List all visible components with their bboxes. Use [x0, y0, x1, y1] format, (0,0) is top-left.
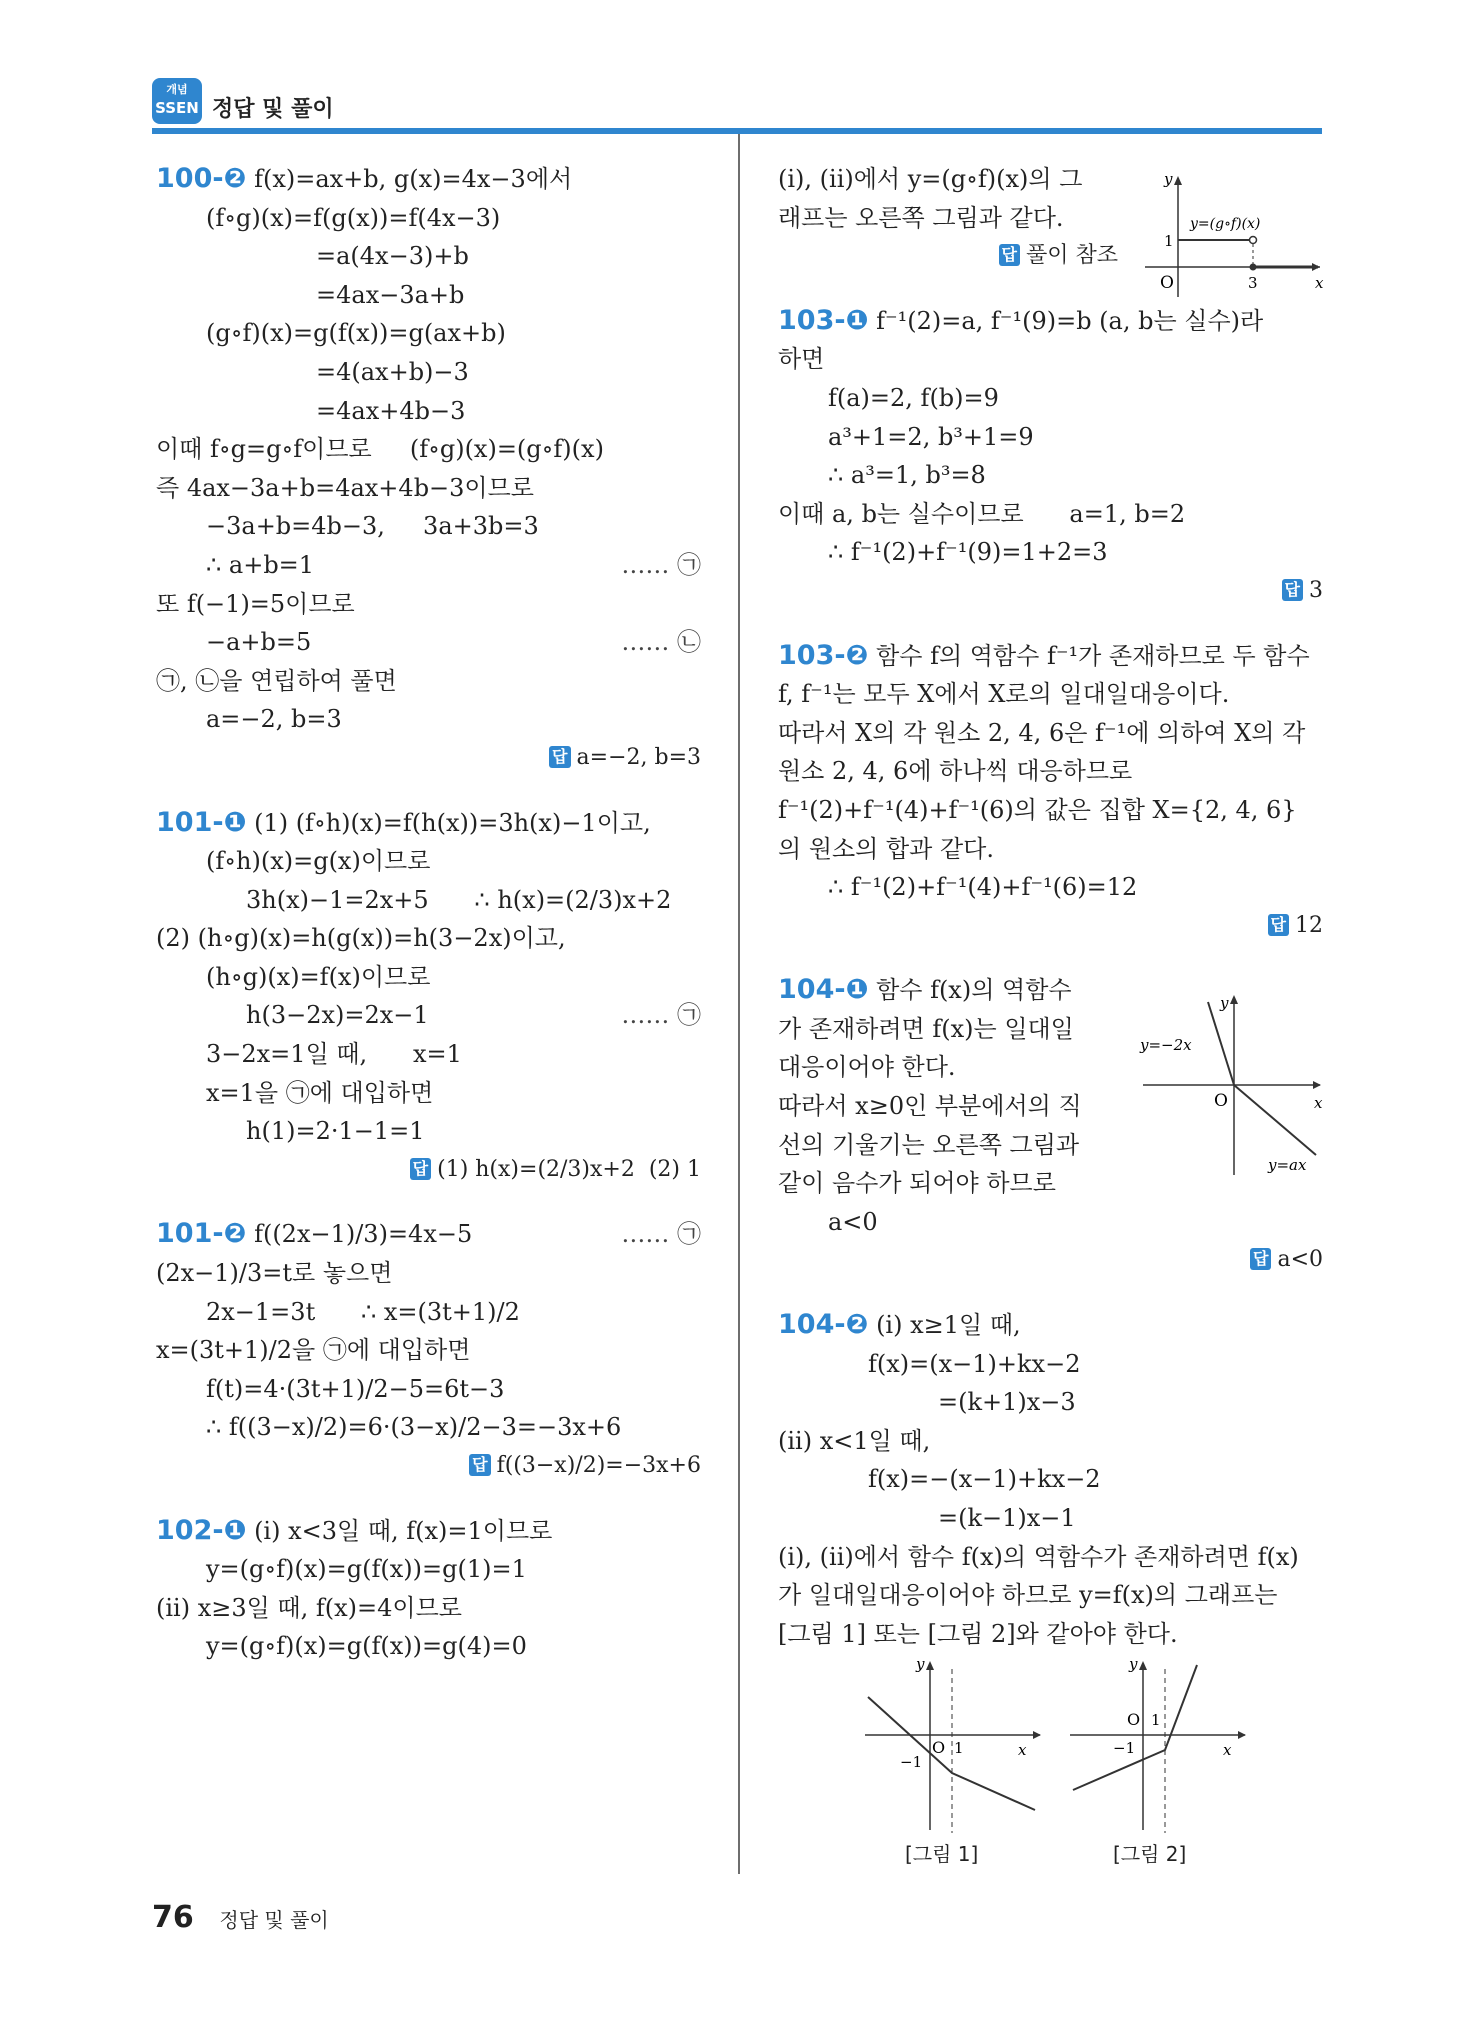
line-text: =a(4x−3)+b	[316, 242, 469, 271]
answer-badge: 답	[1282, 579, 1303, 601]
solution-line	[156, 958, 701, 997]
line-text: f(x)=(x−1)+kx−2	[868, 1349, 1081, 1378]
line-text: 원소 2, 4, 6에 하나씩 대응하므로	[778, 757, 1133, 786]
solution-line	[156, 314, 701, 353]
logo-main: SSEN	[155, 99, 199, 117]
solution-line	[156, 1550, 701, 1589]
line-text: 래프는 오른쪽 그림과 같다.	[778, 203, 1064, 232]
solution-block	[778, 160, 1118, 276]
tick-3: 3	[1248, 274, 1258, 292]
y-label: y	[1220, 994, 1229, 1012]
solution-line	[778, 1306, 1323, 1345]
solution-line	[778, 1087, 1108, 1126]
line-text: ∴ f⁻¹(2)+f⁻¹(9)=1+2=3	[828, 538, 1108, 567]
answer-line	[778, 1241, 1323, 1280]
x-label: x	[1018, 1741, 1027, 1759]
solution-line	[778, 533, 1323, 572]
line-text: 선의 기울기는 오른쪽 그림과	[778, 1130, 1080, 1159]
line-text: 함수 f의 역함수 f⁻¹가 존재하므로 두 함수	[868, 641, 1310, 670]
header-rule	[152, 128, 1322, 134]
line-text: [그림 1] 또는 [그림 2]와 같아야 한다.	[778, 1619, 1178, 1648]
y-arrow	[1174, 176, 1182, 185]
line-text: 또 f(−1)=5이므로	[156, 589, 355, 618]
line-text: (i), (ii)에서 함수 f(x)의 역함수가 존재하려면 f(x)	[778, 1542, 1299, 1571]
header-title: 정답 및 풀이	[212, 97, 334, 122]
solution-line	[156, 1035, 701, 1074]
line-y-neg2x	[1208, 1002, 1234, 1085]
solution-line	[156, 804, 701, 843]
solution-line	[156, 430, 701, 469]
right-column	[778, 160, 1323, 1679]
line-text: =4(ax+b)−3	[316, 357, 469, 386]
line-text: y=(g∘f)(x)=g(f(x))=g(1)=1	[206, 1555, 527, 1584]
footer-title: 정답 및 풀이	[219, 1908, 329, 1932]
solution-line	[778, 160, 1118, 199]
line-text: 2x−1=3t ∴ x=(3t+1)/2	[206, 1297, 520, 1326]
equation-marker: …… ㉠	[621, 1220, 701, 1249]
line-text: h(3−2x)=2x−1	[246, 1001, 429, 1030]
solution-line	[778, 1576, 1323, 1615]
origin-label: O	[932, 1738, 946, 1757]
x-label: x	[1315, 274, 1324, 292]
answer-value: 3	[1309, 577, 1323, 603]
solution-line	[156, 1627, 701, 1666]
answer-badge: 답	[999, 244, 1020, 266]
problem-number: 104-❷	[778, 1309, 869, 1341]
line-text: f(a)=2, f(b)=9	[828, 383, 999, 412]
solution-line	[778, 830, 1323, 869]
origin-label: O	[1127, 1710, 1141, 1729]
solution-line	[156, 276, 701, 315]
problem-number: 104-❶	[778, 974, 869, 1006]
tick-1: 1	[954, 1739, 964, 1757]
solution-line	[778, 1126, 1108, 1165]
x-arrow	[1238, 1731, 1246, 1739]
line-text: y=(g∘f)(x)=g(f(x))=g(4)=0	[206, 1632, 527, 1661]
line-text: (1) (f∘h)(x)=f(h(x))=3h(x)−1이고,	[246, 808, 651, 837]
answer-value: (1) h(x)=(2/3)x+2 (2) 1	[437, 1156, 701, 1182]
solution-line	[156, 662, 701, 701]
solution-line	[156, 546, 701, 585]
solution-line	[778, 637, 1323, 676]
graph-104-1	[1138, 990, 1326, 1180]
solution-line	[156, 919, 701, 958]
solution-line	[156, 1331, 701, 1370]
solution-line	[156, 392, 701, 431]
x-label: x	[1223, 1741, 1232, 1759]
line-text: =(k−1)x−1	[938, 1504, 1076, 1532]
line-text: 따라서 X의 각 원소 2, 4, 6은 f⁻¹에 의하여 X의 각	[778, 718, 1306, 747]
figure-2	[1065, 1655, 1250, 1835]
curve-label: y=(g∘f)(x)	[1190, 216, 1261, 232]
solution-line	[156, 469, 701, 508]
page-footer	[152, 1900, 329, 1935]
solution-line	[778, 379, 1323, 418]
line-text: (f∘h)(x)=g(x)이므로	[206, 847, 431, 876]
line-text: (g∘f)(x)=g(f(x))=g(ax+b)	[206, 319, 506, 348]
answer-value: f((3−x)/2)=−3x+6	[496, 1453, 701, 1478]
graph-102	[1140, 172, 1325, 302]
solution-line	[156, 1254, 701, 1293]
y-label: y	[916, 1655, 925, 1673]
line-text: f(x)=−(x−1)+kx−2	[868, 1465, 1101, 1494]
solution-line	[156, 1293, 701, 1332]
solution-line	[156, 700, 701, 739]
y-arrow	[1230, 995, 1238, 1004]
answer-value: 12	[1295, 912, 1323, 938]
line-text: a=−2, b=3	[206, 705, 342, 734]
answer-badge: 답	[469, 1454, 490, 1476]
solution-line	[156, 1408, 701, 1447]
solution-line	[156, 160, 701, 199]
line-text: 즉 4ax−3a+b=4ax+4b−3이므로	[156, 473, 534, 502]
y-label: y	[1129, 1655, 1138, 1673]
line-text: f(x)=ax+b, g(x)=4x−3에서	[246, 165, 573, 193]
solution-line	[156, 623, 701, 662]
line-text: x=1을 ㉠에 대입하면	[206, 1078, 434, 1107]
line-text: (f∘g)(x)=f(g(x))=f(4x−3)	[206, 203, 501, 232]
solution-block	[156, 1512, 701, 1666]
solution-line	[778, 1203, 1108, 1242]
answer-badge: 답	[549, 746, 570, 768]
problem-number: 102-❶	[156, 1514, 247, 1546]
page-number: 76	[152, 1900, 194, 1935]
solution-line	[778, 1345, 1323, 1384]
x-label: x	[1314, 1094, 1323, 1112]
answer-value: 풀이 참조	[1025, 243, 1118, 269]
figure-2-caption: [그림 2]	[1113, 1842, 1187, 1866]
line-text: ∴ f((3−x)/2)=6·(3−x)/2−3=−3x+6	[206, 1413, 622, 1442]
solution-line	[778, 340, 1323, 379]
solution-line	[778, 752, 1323, 791]
solution-block	[156, 1215, 701, 1485]
figure-1-caption: [그림 1]	[905, 1842, 979, 1866]
problem-number: 101-❶	[156, 806, 247, 838]
solution-block	[778, 302, 1323, 611]
solution-line	[778, 1383, 1323, 1422]
label-neg2x: y=−2x	[1140, 1036, 1192, 1054]
solution-line	[156, 237, 701, 276]
problem-number: 101-❷	[156, 1218, 247, 1250]
solution-line	[156, 1074, 701, 1113]
solution-block	[156, 160, 701, 778]
solution-line	[778, 1422, 1323, 1461]
line-text: f((2x−1)/3)=4x−5	[246, 1220, 473, 1249]
solution-line	[778, 1499, 1323, 1538]
solution-line	[778, 791, 1323, 830]
tick-minus1: −1	[900, 1753, 923, 1771]
line-text: (h∘g)(x)=f(x)이므로	[206, 962, 431, 991]
line-text: 이때 f∘g=g∘f이므로 (f∘g)(x)=(g∘f)(x)	[156, 435, 604, 464]
answer-value: a=−2, b=3	[576, 744, 701, 770]
answer-line	[156, 1151, 701, 1190]
line-text: a<0	[828, 1207, 878, 1236]
answer-badge: 답	[1268, 914, 1289, 936]
answer-badge: 답	[410, 1158, 431, 1180]
equation-marker: …… ㉠	[621, 550, 701, 579]
line-text: =(k+1)x−3	[938, 1388, 1076, 1417]
solution-line	[156, 881, 701, 920]
equation-marker: …… ㉠	[621, 1001, 701, 1030]
answer-line	[778, 907, 1323, 946]
line-text: ∴ a³=1, b³=8	[828, 461, 986, 490]
solution-line	[778, 1010, 1108, 1049]
answer-badge: 답	[1250, 1248, 1271, 1270]
solution-line	[156, 199, 701, 238]
line-text: (2) (h∘g)(x)=h(g(x))=h(3−2x)이고,	[156, 924, 566, 953]
line-text: ㉠, ㉡을 연립하여 풀면	[156, 666, 397, 695]
x-arrow	[1033, 1731, 1041, 1739]
line-text: f(t)=4·(3t+1)/2−5=6t−3	[206, 1374, 505, 1403]
y-arrow	[1139, 1661, 1147, 1670]
tick-minus1: −1	[1113, 1739, 1136, 1757]
line-text: (i) x≥1일 때,	[868, 1311, 1021, 1340]
solution-line	[778, 868, 1323, 907]
solution-line	[156, 585, 701, 624]
line-text: (ii) x<1일 때,	[778, 1426, 931, 1455]
line-text: (ii) x≥3일 때, f(x)=4이므로	[156, 1593, 462, 1622]
line-text: 함수 f(x)의 역함수	[868, 976, 1072, 1005]
solution-line	[156, 1589, 701, 1628]
solution-line	[778, 495, 1323, 534]
line-text: 3h(x)−1=2x+5 ∴ h(x)=(2/3)x+2	[246, 885, 672, 914]
solution-block	[156, 804, 701, 1190]
answer-line	[156, 739, 701, 778]
line-y-ax	[1234, 1085, 1316, 1155]
solution-line	[778, 199, 1118, 238]
line-text: f⁻¹(2)=a, f⁻¹(9)=b (a, b는 실수)라	[868, 306, 1264, 335]
solution-line	[778, 971, 1108, 1010]
line-text: −3a+b=4b−3, 3a+3b=3	[206, 512, 539, 541]
solution-block	[778, 637, 1323, 946]
solution-line	[156, 1370, 701, 1409]
page-header	[152, 78, 1322, 128]
x-arrow	[1313, 1081, 1321, 1089]
solution-line	[156, 842, 701, 881]
line-text: =4ax−3a+b	[316, 280, 465, 309]
line-text: 가 존재하려면 f(x)는 일대일	[778, 1014, 1074, 1043]
solution-line	[156, 1512, 701, 1551]
open-point	[1250, 237, 1257, 244]
answer-line	[778, 237, 1118, 276]
answer-line	[778, 572, 1323, 611]
solution-line	[778, 1538, 1323, 1577]
line-text: (i), (ii)에서 y=(g∘f)(x)의 그	[778, 165, 1083, 193]
solution-line	[778, 1164, 1108, 1203]
line-text: (2x−1)/3=t로 놓으면	[156, 1259, 393, 1288]
solution-line	[778, 418, 1323, 457]
brand-logo	[152, 78, 202, 124]
line-text: f⁻¹(2)+f⁻¹(4)+f⁻¹(6)의 값은 집합 X={2, 4, 6}	[778, 795, 1297, 824]
line-text: 하면	[778, 345, 825, 374]
line-text: −a+b=5	[206, 628, 312, 657]
line-text: a³+1=2, b³+1=9	[828, 422, 1034, 451]
left-column	[156, 160, 701, 1692]
line-text: f, f⁻¹는 모두 X에서 X로의 일대일대응이다.	[778, 680, 1230, 709]
solution-line	[778, 456, 1323, 495]
solution-line	[156, 1215, 701, 1254]
y-arrow	[926, 1661, 934, 1670]
solution-line	[156, 1112, 701, 1151]
solution-line	[156, 507, 701, 546]
solution-line	[778, 1615, 1323, 1654]
origin-label: O	[1214, 1091, 1228, 1111]
logo-top: 개념	[166, 83, 188, 96]
line-text: ∴ a+b=1	[206, 550, 315, 579]
tick-1: 1	[1151, 1711, 1161, 1729]
line-text: h(1)=2·1−1=1	[246, 1117, 425, 1146]
line-text: 가 일대일대응이어야 하므로 y=f(x)의 그래프는	[778, 1581, 1278, 1610]
line-text: 같이 음수가 되어야 하므로	[778, 1169, 1056, 1198]
solution-line	[778, 714, 1323, 753]
solution-line	[778, 675, 1323, 714]
solution-line	[156, 996, 701, 1035]
y-label: y	[1164, 172, 1173, 188]
tick-1: 1	[1164, 232, 1174, 250]
column-divider	[738, 134, 740, 1874]
solution-block	[778, 1306, 1323, 1653]
solution-line	[156, 353, 701, 392]
line-text: x=(3t+1)/2을 ㉠에 대입하면	[156, 1336, 471, 1365]
equation-marker: …… ㉡	[621, 628, 701, 657]
origin-label: O	[1160, 273, 1174, 293]
solution-line	[778, 1460, 1323, 1499]
answer-line	[156, 1447, 701, 1486]
line-text: 따라서 x≥0인 부분에서의 직	[778, 1092, 1082, 1121]
solution-line	[778, 302, 1323, 341]
solution-line	[778, 1048, 1108, 1087]
line-text: =4ax+4b−3	[316, 396, 466, 425]
answer-value: a<0	[1277, 1247, 1323, 1273]
line-text: 대응이어야 한다.	[778, 1053, 956, 1082]
problem-number: 103-❶	[778, 304, 869, 336]
line-text: (i) x<3일 때, f(x)=1이므로	[246, 1516, 553, 1545]
figure-1	[860, 1655, 1045, 1835]
line-text: 의 원소의 합과 같다.	[778, 834, 994, 863]
problem-number: 100-❷	[156, 163, 247, 194]
line-text: 3−2x=1일 때, x=1	[206, 1040, 462, 1069]
line-text: ∴ f⁻¹(2)+f⁻¹(4)+f⁻¹(6)=12	[828, 873, 1138, 902]
problem-number: 103-❷	[778, 639, 869, 671]
label-ax: y=ax	[1268, 1156, 1307, 1174]
line-text: 이때 a, b는 실수이므로 a=1, b=2	[778, 499, 1186, 528]
